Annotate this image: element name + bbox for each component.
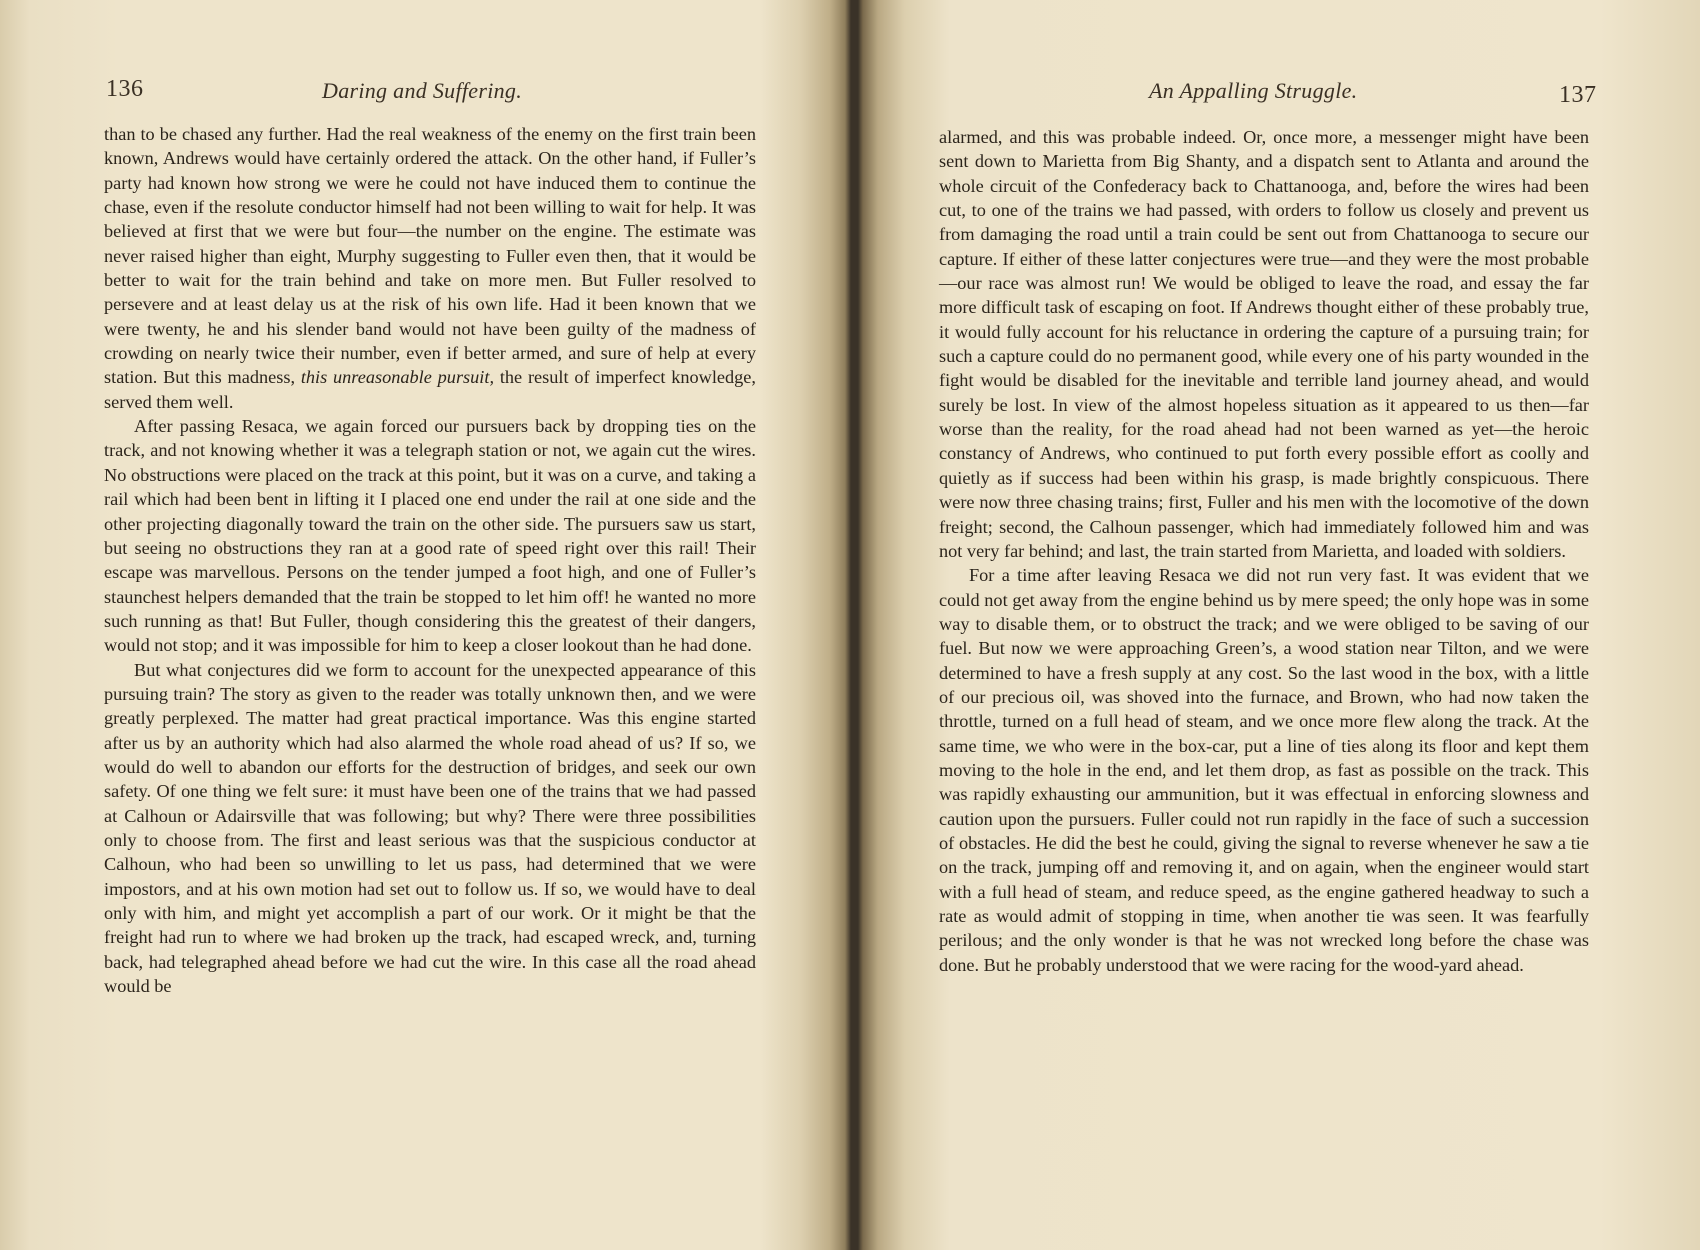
paragraph-text: the result of imperfect knowledge, served them well. — [104, 367, 756, 412]
emphasized-phrase: this unreasonable pursuit, — [300, 367, 495, 388]
paragraph-text: than to be chased any further. Had the real weakness of the enemy on the first train been known, Andrews would have certainly ordered the attack. On the other hand, if Fuller’s party had known how strong we were he could not have induced them to continue the chase, even if the resolute conductor himself had not been willing to wait for help. It was believed at first that we were but four—the number on the engine. The estimate was never raised higher than eight, Murphy suggesting to Fuller even then, that it would be better to wait for the train behind and take on more men. But Fuller resolved to persevere and at least delay us at the risk of his own life. Had it been known that we were twenty, he and his slender band would not have been guilty of the madness of crowding on nearly twice their number, even if better armed, and sure of help at every station. But this madness, — [104, 124, 756, 388]
paragraph: But what conjectures did we form to account for the unexpected appearance of this pursuing train? The story as given to the reader was totally unknown then, and we were greatly perplexed. The matter had great practical importance. Was this engine started after us by an authority which had also alarmed the whole road ahead of us? If so, we would do well to abandon our efforts for the destruction of bridges, and seek our own safety. Of one thing we felt sure: it must have been one of the trains that we had passed at Calhoun or Adairsville that was following; but why? There were three possibilities only to choose from. The first and least serious was that the suspicious conductor at Calhoun, who had been so unwilling to let us pass, had determined that we were impostors, and at his own motion had set out to follow us. If so, we would have to deal only with him, and might yet accomplish a part of our work. Or it might be that the freight had run to where we had broken up the track, had escaped wreck, and, turning back, had telegraphed ahead before we had cut the wire. In this case all the road ahead would be — [104, 659, 756, 997]
page-number: 136 — [106, 76, 144, 102]
paragraph: After passing Resaca, we again forced our pursuers back by dropping ties on the track, and not knowing whether it was a telegraph station or not, we again cut the wires. No obstructions were placed on the track at this point, but it was on a curve, and taking a rail which had been bent in lifting it I placed one end under the rail at one side and the other projecting diagonally toward the train on the other side. The pursuers saw us start, but seeing no obstructions they ran at a good rate of speed right over this rail! Their escape was marvellous. Persons on the tender jumped a foot high, and one of Fuller’s staunchest helpers demanded that the train be stopped to let him off! he wanted no more such running as that! But Fuller, though considering this the greatest of their dangers, would not stop; and it was impossible for him to keep a closer lookout than he had done. — [104, 416, 756, 656]
left-page — [0, 0, 845, 1250]
running-head: An Appalling Struggle. — [1149, 78, 1358, 103]
body-text — [104, 122, 756, 998]
running-head: Daring and Suffering. — [322, 78, 523, 103]
body-text — [939, 125, 1589, 977]
right-page — [862, 0, 1700, 1250]
paragraph: For a time after leaving Resaca we did not run very fast. It was evident that we could not get away from the engine behind us by mere speed; the only hope was in some way to disable them, or to obstruct the track; and we were obliged to be saving of our fuel. But now we were approaching Green’s, a wood station near Tilton, and we were determined to have a fresh supply at any cost. So the last wood in the box, with a little of our precious oil, was shoved into the furnace, and Brown, who had now taken the throttle, turned on a full head of steam, and we once more flew along the track. At the same time, we who were in the box-car, put a line of ties along its floor and kept them moving to the hole in the end, and let them drop, as fast as possible on the track. This was rapidly exhausting our ammunition, but it was effectual in enforcing slowness and caution upon the pursuers. Fuller could not run rapidly in the face of such a succession of obstacles. He did the best he could, giving the signal to reverse whenever he saw a tie on the track, jumping off and removing it, and on again, when the engineer would start with a full head of steam, and reduce speed, as the engine gathered headway to such a rate as would admit of stopping in time, when another tie was seen. It was fearfully perilous; and the only wonder is that he was not wrecked long before the chase was done. But he probably understood that we were racing for the wood-yard ahead. — [939, 565, 1589, 975]
page-number: 137 — [1559, 82, 1597, 108]
paragraph: alarmed, and this was probable indeed. Or, once more, a messenger might have been sent down to Marietta from Big Shanty, and a dispatch sent to Atlanta and around the whole circuit of the Confederacy back to Chattanooga, and, before the wires had been cut, to one of the trains we had passed, with orders to follow us closely and prevent us from damaging the road until a train could be sent out from Chattanooga to secure our capture. If either of these latter conjectures were true—and they were the most probable—our race was almost run! We would be obliged to leave the road, and essay the far more difficult task of escaping on foot. If Andrews thought either of these probably true, it would fully account for his reluctance in ordering the capture of a pursuing train; for such a capture could do no permanent good, while every one of his party wounded in the fight would be disabled for the inevitable and terrible land journey ahead, and would surely be lost. In view of the almost hopeless situation as it appeared to us then—far worse than the reality, for the road ahead had not been warned as yet—the heroic constancy of Andrews, who continued to put forth every possible effort as coolly and quietly as if success had been within his grasp, is made brightly conspicuous. There were now three chasing trains; first, Fuller and his men with the locomotive of the down freight; second, the Calhoun passenger, which had immediately followed him and was not very far behind; and last, the train started from Marietta, and loaded with soldiers. — [939, 127, 1589, 561]
paragraph — [104, 122, 756, 414]
